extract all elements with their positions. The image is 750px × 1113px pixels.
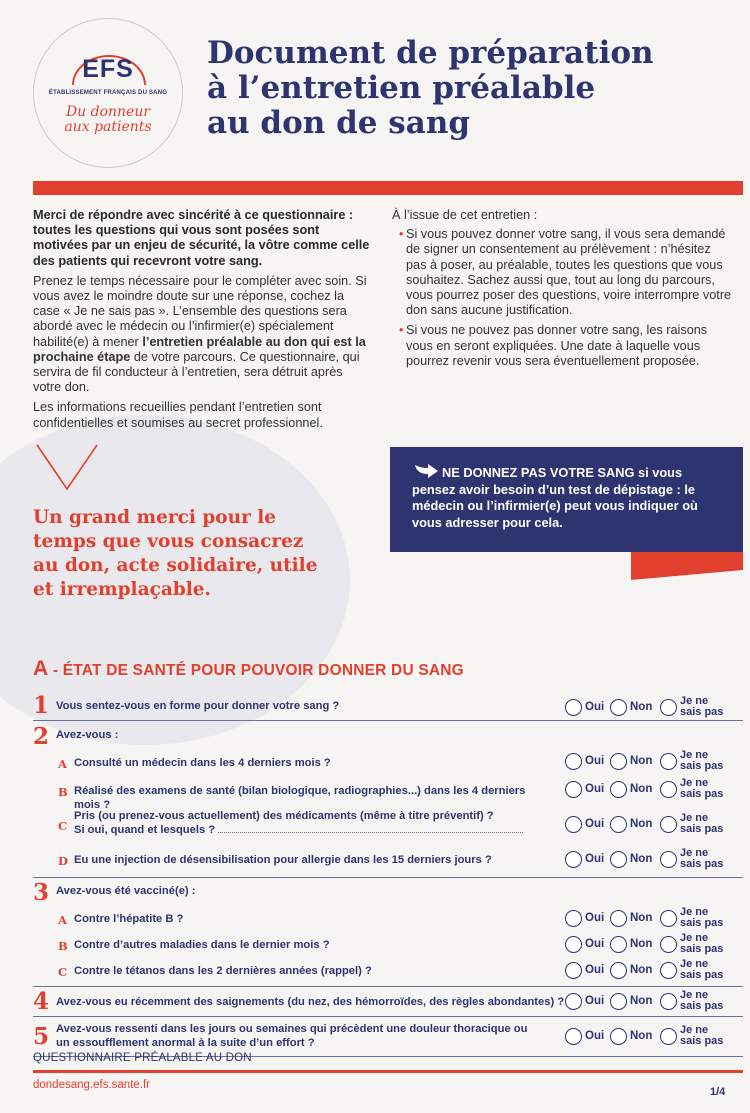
turn-arrow-icon xyxy=(412,462,442,480)
intro-lead: Merci de répondre avec sincérité à ce questionnaire : toutes les questions qui vous sont posées sont motivées par un enjeu de sécurité, la vôtre comme celle des patients qui recevront votre sang. xyxy=(33,208,370,268)
jnsp-radio[interactable] xyxy=(660,910,677,927)
intro-p2-text: Prenez le temps nécessaire pour le compléter avec soin. Si vous avez le moindre doute sur une réponse, cochez la case « Je ne sais pas ». L’ensemble des questions sera abordé avec le médecin ou l’infirmier(e) spécialement habilité(e) à mener xyxy=(33,273,367,349)
question-text xyxy=(74,810,544,837)
jnsp-radio[interactable] xyxy=(660,753,677,770)
non-label: Non xyxy=(630,755,653,767)
efs-logo xyxy=(33,18,183,168)
right-bullet-1-text: Si vous pouvez donner votre sang, il vous sera demandé de signer un consentement au prélèvement : n’hésitez pas à poser, au préalable, toutes les questions que vous souhaitez. Sachez aussi que, tout au long du parcours, vous pourrez poser des questions, voire interrompre votre don sans aucune justification. xyxy=(406,227,732,318)
question-row-5 xyxy=(33,1017,743,1057)
oui-radio[interactable] xyxy=(565,851,582,868)
non-radio[interactable] xyxy=(610,1028,627,1045)
answer-group xyxy=(565,907,743,931)
answer-group xyxy=(565,750,743,774)
logo-text: EFS xyxy=(82,55,134,83)
sub-letter: A xyxy=(58,757,67,771)
jnsp-radio[interactable] xyxy=(660,781,677,798)
oui-label: Oui xyxy=(585,964,605,976)
jnsp-label xyxy=(680,990,723,1011)
sub-letter: C xyxy=(58,819,68,833)
jnsp-label xyxy=(680,696,723,717)
jnsp-label xyxy=(680,848,723,869)
answer-group xyxy=(565,1025,743,1049)
jnsp-label xyxy=(680,907,723,928)
notice-red-tab xyxy=(631,552,743,580)
question-number: 3 xyxy=(33,879,50,906)
oui-radio[interactable] xyxy=(565,993,582,1010)
jnsp-radio[interactable] xyxy=(660,699,677,716)
oui-radio[interactable] xyxy=(565,753,582,770)
bullet-dot-icon: • xyxy=(399,227,404,242)
question-text: Vous sentez-vous en forme pour donner votre sang ? xyxy=(56,700,340,712)
question-row-2c xyxy=(33,805,743,845)
jnsp-line-1: Je ne xyxy=(680,906,709,918)
jnsp-radio[interactable] xyxy=(660,816,677,833)
oui-label: Oui xyxy=(585,783,605,795)
right-heading: À l’issue de cet entretien : xyxy=(392,208,538,222)
jnsp-line-1: Je ne xyxy=(680,958,709,970)
jnsp-line-1: Je ne xyxy=(680,777,709,789)
question-row-2 xyxy=(33,721,743,749)
answer-group xyxy=(565,778,743,802)
thank-you-message: Un grand merci pour le temps que vous consacrez au don, acte solidaire, utile et irremplaçable. xyxy=(33,507,318,600)
non-label: Non xyxy=(630,938,653,950)
question-text-line-2: Si oui, quand et lesquels ? xyxy=(74,823,216,836)
title-line-3: au don de sang xyxy=(207,105,471,141)
footer-url[interactable]: dondesang.efs.sante.fr xyxy=(33,1079,150,1091)
question-text-line-2: un essoufflement anormal à la suite d’un effort ? xyxy=(56,1036,315,1049)
intro-paragraph-2 xyxy=(33,274,373,396)
oui-radio[interactable] xyxy=(565,816,582,833)
question-text-line-1: Pris (ou prenez-vous actuellement) des médicaments (même à titre préventif) ? xyxy=(74,810,494,822)
oui-label: Oui xyxy=(585,755,605,767)
jnsp-radio[interactable] xyxy=(660,936,677,953)
oui-radio[interactable] xyxy=(565,910,582,927)
oui-label: Oui xyxy=(585,818,605,830)
oui-label: Oui xyxy=(585,1030,605,1042)
question-row-1 xyxy=(33,690,743,721)
intro-paragraph-3: Les informations recueillies pendant l’entretien sont confidentielles et soumises au secret professionnel. xyxy=(33,400,323,430)
question-row-2b xyxy=(33,777,743,811)
oui-radio[interactable] xyxy=(565,962,582,979)
question-text xyxy=(56,1023,527,1050)
header-red-band xyxy=(33,181,743,195)
title-line-1: Document de préparation xyxy=(207,35,654,71)
question-number: 5 xyxy=(33,1023,50,1050)
jnsp-line-2: sais pas xyxy=(680,787,724,800)
jnsp-line-1: Je ne xyxy=(680,812,709,824)
question-text: Avez-vous eu récemment des saignements (du nez, des hémorroïdes, des règles abondantes) ? xyxy=(56,996,565,1008)
oui-radio[interactable] xyxy=(565,699,582,716)
jnsp-label xyxy=(680,1025,723,1046)
oui-label: Oui xyxy=(585,995,605,1007)
oui-radio[interactable] xyxy=(565,1028,582,1045)
jnsp-label xyxy=(680,750,723,771)
jnsp-label xyxy=(680,813,723,834)
jnsp-label xyxy=(680,778,723,799)
jnsp-line-2: sais pas xyxy=(680,942,724,955)
sub-letter: D xyxy=(58,854,68,868)
jnsp-radio[interactable] xyxy=(660,851,677,868)
logo-tagline: Du donneur aux patients xyxy=(64,104,152,135)
jnsp-line-1: Je ne xyxy=(680,847,709,859)
jnsp-line-2: sais pas xyxy=(680,1034,724,1047)
jnsp-radio[interactable] xyxy=(660,962,677,979)
jnsp-radio[interactable] xyxy=(660,1028,677,1045)
notice-box xyxy=(390,447,743,552)
logo-subtitle: ÉTABLISSEMENT FRANÇAIS DU SANG xyxy=(48,90,168,96)
jnsp-line-2: sais pas xyxy=(680,968,724,981)
sub-letter: B xyxy=(58,785,68,799)
non-radio[interactable] xyxy=(610,962,627,979)
chevron-down-icon xyxy=(35,443,99,491)
section-title: - ÉTAT DE SANTÉ POUR POUVOIR DONNER DU SANG xyxy=(48,662,464,679)
non-radio[interactable] xyxy=(610,699,627,716)
question-row-3 xyxy=(33,878,743,906)
oui-label: Oui xyxy=(585,912,605,924)
answer-dotted-line[interactable] xyxy=(218,832,523,833)
intro-right-column xyxy=(392,208,732,374)
section-letter: A xyxy=(33,657,49,680)
non-label: Non xyxy=(630,964,653,976)
page-number: 1/4 xyxy=(710,1086,726,1098)
question-number: 1 xyxy=(33,692,50,719)
questionnaire xyxy=(33,690,743,1057)
question-number: 4 xyxy=(33,988,50,1015)
intro-left-column xyxy=(33,208,373,436)
intro-p2-bold: l’entretien préalable au don qui est la prochaine étape xyxy=(33,334,366,364)
non-radio[interactable] xyxy=(610,910,627,927)
jnsp-line-2: sais pas xyxy=(680,999,724,1012)
bullet-dot-icon: • xyxy=(399,323,404,338)
title-line-2: à l’entretien préalable xyxy=(207,70,596,106)
oui-label: Oui xyxy=(585,701,605,713)
question-text: Consulté un médecin dans les 4 derniers mois ? xyxy=(74,757,331,769)
question-text: Eu une injection de désensibilisation pour allergie dans les 15 derniers jours ? xyxy=(74,854,492,866)
non-label: Non xyxy=(630,912,653,924)
question-text: Contre d’autres maladies dans le dernier mois ? xyxy=(74,939,330,951)
non-radio[interactable] xyxy=(610,936,627,953)
jnsp-label xyxy=(680,933,723,954)
question-text: Contre le tétanos dans les 2 dernières années (rappel) ? xyxy=(74,965,372,977)
jnsp-line-2: sais pas xyxy=(680,705,724,718)
right-bullet-1 xyxy=(392,227,732,318)
question-row-3b xyxy=(33,932,743,958)
non-radio[interactable] xyxy=(610,851,627,868)
jnsp-line-2: sais pas xyxy=(680,759,724,772)
jnsp-radio[interactable] xyxy=(660,993,677,1010)
section-a-heading xyxy=(33,657,464,681)
answer-group xyxy=(565,933,743,957)
question-row-3c xyxy=(33,958,743,987)
jnsp-line-1: Je ne xyxy=(680,932,709,944)
oui-radio[interactable] xyxy=(565,936,582,953)
jnsp-line-2: sais pas xyxy=(680,916,724,929)
jnsp-line-2: sais pas xyxy=(680,822,724,835)
jnsp-line-1: Je ne xyxy=(680,695,709,707)
non-label: Non xyxy=(630,818,653,830)
answer-group xyxy=(565,959,743,983)
intro-p2-text-after: de votre parcours. Ce questionnaire, qui servira de fil conducteur à l’entretien, sera détruit après votre don. xyxy=(33,349,360,395)
non-label: Non xyxy=(630,995,653,1007)
notice-text: NE DONNEZ PAS VOTRE SANG si vous pensez avoir besoin d’un test de dépistage : le médecin ou l’infirmier(e) peut vous indiquer où vous adresser pour cela. xyxy=(412,465,698,530)
question-row-4 xyxy=(33,987,743,1017)
jnsp-line-1: Je ne xyxy=(680,1024,709,1036)
oui-radio[interactable] xyxy=(565,781,582,798)
non-radio[interactable] xyxy=(610,816,627,833)
answer-group xyxy=(565,848,743,872)
non-radio[interactable] xyxy=(610,753,627,770)
question-text-line-1: Avez-vous ressenti dans les jours ou semaines qui précèdent une douleur thoracique ou xyxy=(56,1023,528,1035)
question-number: 2 xyxy=(33,723,50,750)
oui-label: Oui xyxy=(585,938,605,950)
footer-title: QUESTIONNAIRE PRÉALABLE AU DON xyxy=(33,1052,252,1064)
non-radio[interactable] xyxy=(610,781,627,798)
sub-letter: A xyxy=(58,913,67,927)
non-label: Non xyxy=(630,783,653,795)
non-label: Non xyxy=(630,853,653,865)
non-radio[interactable] xyxy=(610,993,627,1010)
question-text: Contre l’hépatite B ? xyxy=(74,913,184,925)
jnsp-label xyxy=(680,959,723,980)
page-title xyxy=(207,36,727,141)
sub-letter: C xyxy=(58,965,68,979)
right-bullet-2 xyxy=(392,323,732,369)
question-text: Réalisé des examens de santé (bilan biologique, radiographies...) dans les 4 derniers mois ? xyxy=(74,785,526,811)
footer-divider xyxy=(33,1070,743,1073)
question-row-2d xyxy=(33,845,743,878)
question-row-3a xyxy=(33,906,743,932)
answer-group xyxy=(565,990,743,1014)
oui-label: Oui xyxy=(585,853,605,865)
non-label: Non xyxy=(630,701,653,713)
jnsp-line-2: sais pas xyxy=(680,857,724,870)
jnsp-line-1: Je ne xyxy=(680,749,709,761)
question-text: Avez-vous : xyxy=(56,729,119,741)
question-text: Avez-vous été vacciné(e) : xyxy=(56,885,196,897)
answer-group xyxy=(565,813,743,837)
non-label: Non xyxy=(630,1030,653,1042)
answer-group xyxy=(565,696,743,720)
right-bullet-2-text: Si vous ne pouvez pas donner votre sang, les raisons vous en seront expliquées. Une date à laquelle vous pourrez revenir vous sera éventuellement proposée. xyxy=(406,323,708,368)
jnsp-line-1: Je ne xyxy=(680,989,709,1001)
sub-letter: B xyxy=(58,939,68,953)
question-row-2a xyxy=(33,749,743,777)
